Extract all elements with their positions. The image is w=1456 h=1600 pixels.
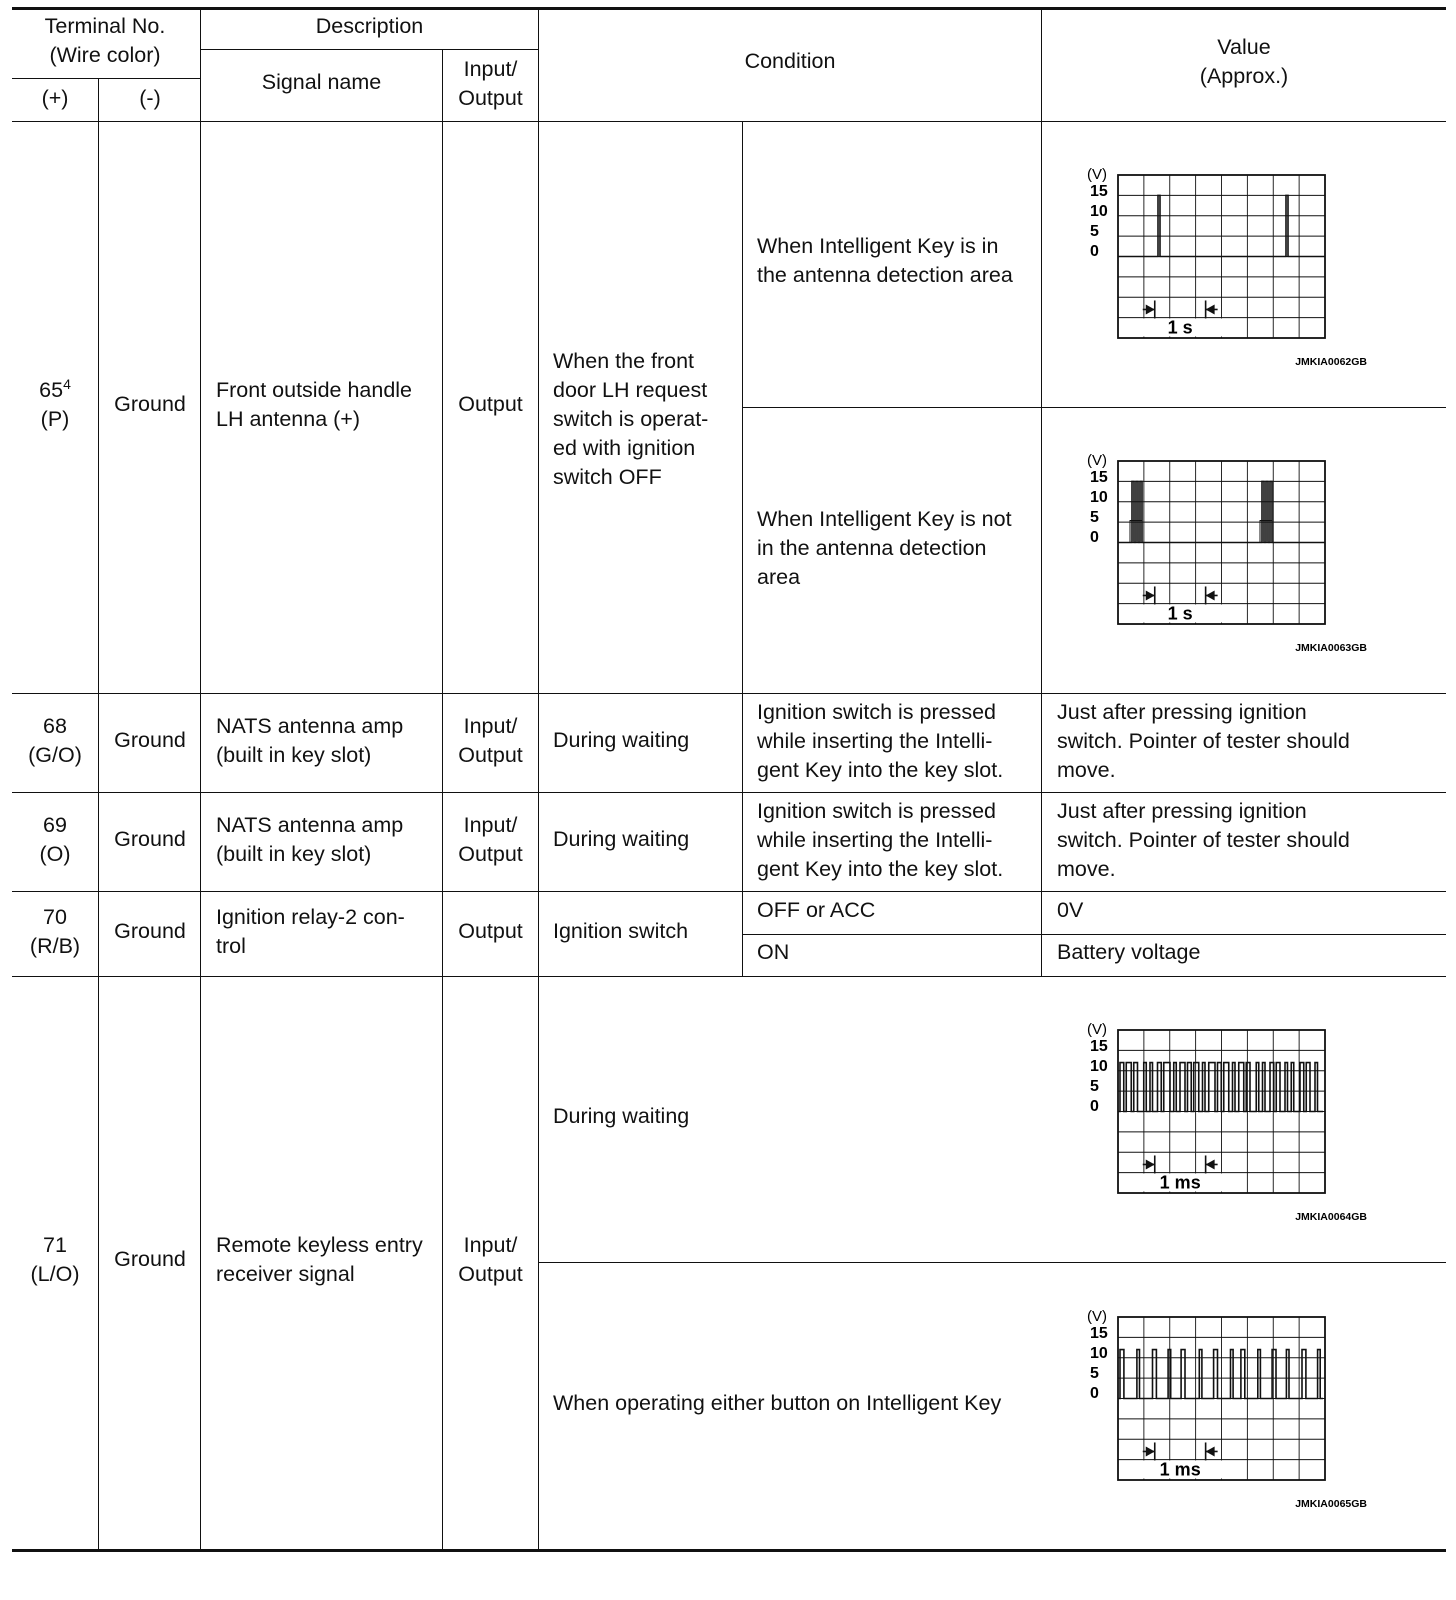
sub-condition: ON xyxy=(757,940,790,964)
rule xyxy=(742,407,1446,408)
y-tick-label: 5 xyxy=(1090,1078,1099,1095)
condition: During waiting xyxy=(553,1104,690,1128)
condition: Ignition switch xyxy=(553,919,689,943)
value-text: Battery voltage xyxy=(1057,940,1201,964)
condition: When operating either button on Intelligent Key xyxy=(553,1391,1002,1415)
io-label: Input/ Output xyxy=(458,1233,523,1286)
waveform-graph xyxy=(1078,160,1368,370)
y-tick-label: 5 xyxy=(1090,509,1099,526)
ground-label: Ground xyxy=(114,919,186,943)
rule xyxy=(538,1262,1446,1263)
ground-label: Ground xyxy=(114,728,186,752)
sub-condition: When Intelligent Key is not in the antenna detection area xyxy=(757,507,1012,589)
time-arrow-head xyxy=(1146,590,1155,600)
header-condition: Condition xyxy=(744,49,836,73)
time-arrow-head xyxy=(1146,1446,1155,1456)
terminal-70: 70 (R/B) xyxy=(29,905,81,958)
header-terminal-no: Terminal No. (Wire color) xyxy=(44,14,166,67)
sub-condition: Ignition switch is pressed while inserting the Intelli- gent Key into the key slot. xyxy=(757,700,1004,782)
table-top-rule xyxy=(12,7,1446,10)
time-arrow-head xyxy=(1206,590,1215,600)
y-unit-label: (V) xyxy=(1087,452,1107,469)
y-tick-label: 15 xyxy=(1090,469,1108,486)
sub-condition: When Intelligent Key is in the antenna detection area xyxy=(757,234,1013,287)
io-label: Input/ Output xyxy=(458,813,523,866)
figure-code: JMKIA0063GB xyxy=(1295,642,1367,654)
value-text: Just after pressing ignition switch. Pointer of tester should move. xyxy=(1057,700,1350,782)
sub-condition: OFF or ACC xyxy=(757,898,876,922)
condition: During waiting xyxy=(553,827,690,851)
terminal-69: 69 (O) xyxy=(39,813,71,866)
y-tick-label: 10 xyxy=(1090,489,1108,506)
rule xyxy=(12,891,1446,892)
y-tick-label: 15 xyxy=(1090,183,1108,200)
column-rule xyxy=(1041,8,1042,976)
ground-label: Ground xyxy=(114,392,186,416)
header-value: Value (Approx.) xyxy=(1199,35,1289,88)
y-tick-label: 15 xyxy=(1090,1038,1108,1055)
column-rule xyxy=(742,121,743,976)
time-scale-label: 1 ms xyxy=(1159,1459,1201,1480)
terminal-68: 68 (G/O) xyxy=(28,714,82,767)
io-label: Input/ Output xyxy=(458,714,523,767)
y-tick-label: 5 xyxy=(1090,1365,1099,1382)
signal-name: Ignition relay-2 con- trol xyxy=(216,905,405,958)
time-scale-label: 1 s xyxy=(1167,603,1193,624)
ground-label: Ground xyxy=(114,1247,186,1271)
y-tick-label: 0 xyxy=(1090,243,1099,260)
terminal-65: $65^4$ (P) xyxy=(39,375,71,431)
y-tick-label: 0 xyxy=(1090,529,1099,546)
header-signal-name: Signal name xyxy=(261,70,382,94)
figure-code: JMKIA0062GB xyxy=(1295,356,1367,368)
table-bottom-rule xyxy=(12,1549,1446,1552)
header-bottom-rule xyxy=(12,121,1446,122)
condition: When the front door LH request switch is operat- ed with ignition switch OFF xyxy=(553,349,709,489)
header-plus: (+) xyxy=(41,86,69,110)
io-label: Output xyxy=(458,392,523,416)
signal-name: NATS antenna amp (built in key slot) xyxy=(216,813,404,866)
y-unit-label: (V) xyxy=(1087,1021,1107,1038)
header-description: Description xyxy=(315,14,424,38)
y-tick-label: 10 xyxy=(1090,203,1108,220)
time-arrow-head xyxy=(1206,304,1215,314)
time-scale-label: 1 ms xyxy=(1159,1172,1201,1193)
condition: During waiting xyxy=(553,728,690,752)
rule xyxy=(12,78,201,79)
terminal-71: 71 (L/O) xyxy=(30,1233,80,1286)
y-tick-label: 0 xyxy=(1090,1098,1099,1115)
header-io: Input/ Output xyxy=(458,57,523,110)
value-text: 0V xyxy=(1057,898,1084,922)
ground-label: Ground xyxy=(114,827,186,851)
time-scale-label: 1 s xyxy=(1167,317,1193,338)
y-tick-label: 15 xyxy=(1090,1325,1108,1342)
y-tick-label: 10 xyxy=(1090,1345,1108,1362)
time-arrow-head xyxy=(1146,304,1155,314)
time-arrow-head xyxy=(1206,1446,1215,1456)
signal-name: NATS antenna amp (built in key slot) xyxy=(216,714,404,767)
signal-trace xyxy=(1118,1350,1323,1399)
waveform-graph xyxy=(1078,446,1368,656)
rule xyxy=(201,49,538,50)
sub-condition: Ignition switch is pressed while inserting the Intelli- gent Key into the key slot. xyxy=(757,799,1004,881)
y-unit-label: (V) xyxy=(1087,1308,1107,1325)
column-rule xyxy=(442,49,443,1549)
y-unit-label: (V) xyxy=(1087,166,1107,183)
y-tick-label: 5 xyxy=(1090,223,1099,240)
rule xyxy=(12,976,1446,977)
signal-name: Remote keyless entry receiver signal xyxy=(216,1233,423,1286)
time-arrow-head xyxy=(1206,1159,1215,1169)
column-rule xyxy=(200,8,201,1549)
rule xyxy=(12,693,1446,694)
rule xyxy=(742,934,1446,935)
waveform-graph xyxy=(1078,1015,1368,1225)
rule xyxy=(12,792,1446,793)
signal-trace xyxy=(1118,1063,1323,1112)
column-rule xyxy=(538,8,539,1549)
column-rule xyxy=(98,78,99,1549)
value-text: Just after pressing ignition switch. Pointer of tester should move. xyxy=(1057,799,1350,881)
header-minus: (-) xyxy=(139,86,161,110)
figure-code: JMKIA0064GB xyxy=(1295,1211,1367,1223)
y-tick-label: 0 xyxy=(1090,1385,1099,1402)
figure-code: JMKIA0065GB xyxy=(1295,1498,1367,1510)
time-arrow-head xyxy=(1146,1159,1155,1169)
io-label: Output xyxy=(458,919,523,943)
y-tick-label: 10 xyxy=(1090,1058,1108,1075)
signal-name: Front outside handle LH antenna (+) xyxy=(216,378,413,431)
waveform-graph xyxy=(1078,1302,1368,1512)
